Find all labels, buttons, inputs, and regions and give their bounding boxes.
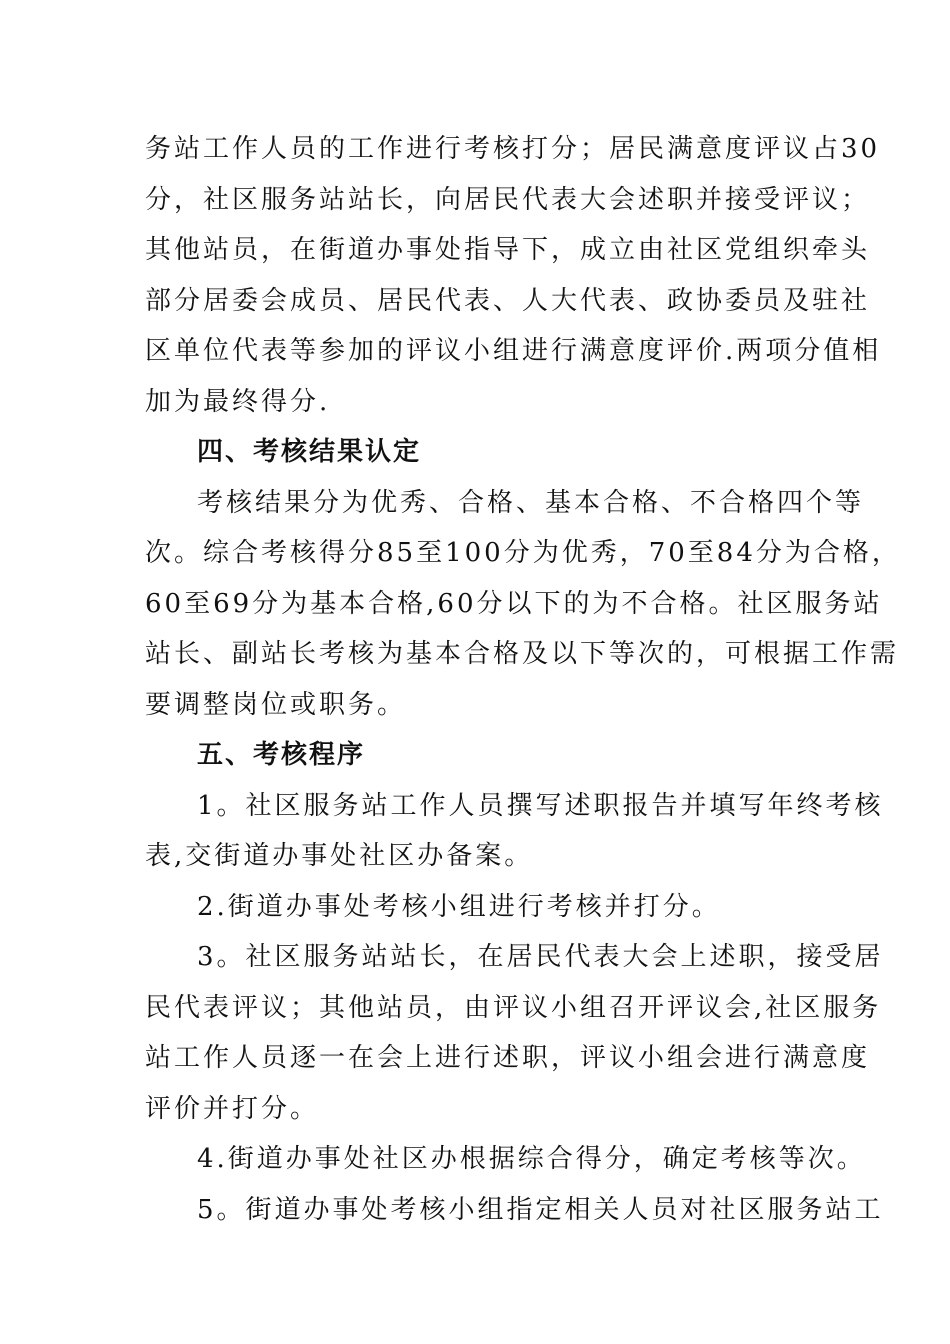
text-line: 部分居委会成员、居民代表、人大代表、政协委员及驻社 [145,285,871,316]
text-line: 次。综合考核得分85至100分为优秀，70至84分为合格， [145,538,901,568]
section-heading-5: 五、考核程序 [197,740,366,770]
list-item-5: 5。街道办事处考核小组指定相关人员对社区服务站工 [197,1194,884,1225]
text-line: 分，社区服务站站长，向居民代表大会述职并接受评议； [145,184,871,215]
text-line: 区单位代表等参加的评议小组进行满意度评价.两项分值相 [145,336,882,366]
list-item-4: 4.街道办事处社区办根据综合得分，确定考核等次。 [197,1144,866,1174]
list-item-2: 2.街道办事处考核小组进行考核并打分。 [197,891,721,922]
text-line: 考核结果分为优秀、合格、基本合格、不合格四个等 [197,487,865,518]
text-line: 要调整岗位或职务。 [145,689,407,720]
section-heading-4: 四、考核结果认定 [197,437,422,467]
text-line: 60至69分为基本合格,60分以下的为不合格。社区服务站 [145,588,883,619]
text-line: 其他站员，在街道办事处指导下，成立由社区党组织牵头 [145,235,871,265]
text-line: 评价并打分。 [145,1093,320,1124]
text-line: 民代表评议；其他站员，由评议小组召开评议会,社区服务 [145,992,882,1023]
document-body [145,124,901,1235]
text-line: 加为最终得分. [145,386,331,417]
list-item-3: 3。社区服务站站长，在居民代表大会上述职，接受居 [197,942,884,972]
text-line: 站工作人员逐一在会上进行述职，评议小组会进行满意度 [145,1043,871,1073]
text-line: 表,交街道办事处社区办备案。 [145,841,534,871]
text-line: 站长、副站长考核为基本合格及以下等次的，可根据工作需 [145,639,900,669]
list-item-1: 1。社区服务站工作人员撰写述职报告并填写年终考核 [197,790,884,821]
text-line: 务站工作人员的工作进行考核打分；居民满意度评议占30 [145,134,881,164]
